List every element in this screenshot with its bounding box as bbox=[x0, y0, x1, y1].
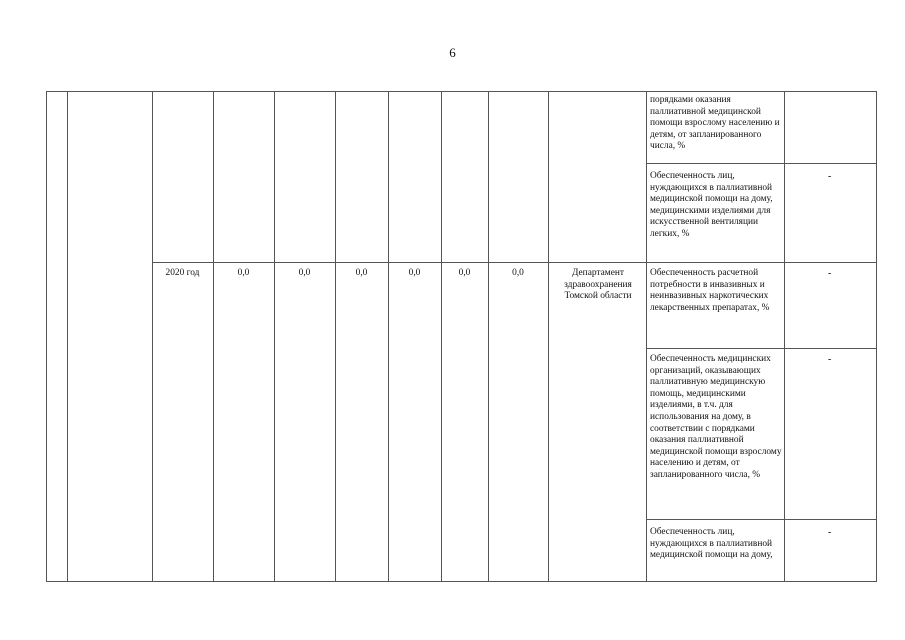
column-divider bbox=[646, 91, 647, 582]
indicator-cell: порядками оказания паллиативной медицинской помощи взрослому населению и детям, от запланированного числа, % bbox=[650, 95, 780, 152]
column-divider bbox=[388, 91, 389, 582]
value-cell: 0,0 bbox=[458, 268, 471, 278]
row-divider-year bbox=[152, 262, 876, 263]
indicator-value: - bbox=[828, 171, 832, 182]
indicator-value: - bbox=[828, 268, 832, 279]
year-cell: 2020 год bbox=[165, 268, 200, 278]
column-divider bbox=[67, 91, 68, 582]
value-cell: 0,0 bbox=[237, 268, 250, 278]
column-divider bbox=[152, 91, 153, 582]
indicator-value: - bbox=[828, 527, 832, 538]
value-cell: 0,0 bbox=[408, 268, 421, 278]
column-divider bbox=[335, 91, 336, 582]
table-border-left bbox=[46, 91, 47, 582]
column-divider bbox=[213, 91, 214, 582]
indicator-divider bbox=[646, 163, 876, 164]
indicator-cell: Обеспеченность лиц, нуждающихся в паллиативной медицинской помощи на дому, bbox=[650, 527, 773, 561]
indicator-value: - bbox=[828, 354, 832, 365]
column-divider bbox=[784, 91, 785, 582]
column-divider bbox=[488, 91, 489, 582]
table-border-bottom bbox=[46, 581, 876, 582]
column-divider bbox=[441, 91, 442, 582]
indicator-cell: Обеспеченность расчетной потребности в инвазивных и неинвазивных наркотических лекарственных препаратах, % bbox=[650, 268, 770, 313]
indicator-cell: Обеспеченность лиц, нуждающихся в паллиативной медицинской помощи на дому, медицинскими изделиями для искусственной вентиляции легких, % bbox=[650, 171, 773, 239]
value-cell: 0,0 bbox=[298, 268, 311, 278]
value-cell: 0,0 bbox=[355, 268, 368, 278]
column-divider bbox=[274, 91, 275, 582]
indicator-cell: Обеспеченность медицинских организаций, оказывающих паллиативную медицинскую помощь, медицинскими изделиями, в т.ч. для использования на дому, в соответствии с порядками оказания паллиативной медицинской помощи взрослому населению и детям, от запланированного числа, % bbox=[650, 354, 782, 480]
executor-cell: Департамент здравоохранения Томской области bbox=[564, 268, 632, 302]
table-border-right bbox=[876, 91, 877, 582]
indicator-divider bbox=[646, 519, 876, 520]
page-number: 6 bbox=[449, 45, 456, 60]
table-border-top bbox=[46, 91, 876, 92]
value-cell: 0,0 bbox=[512, 268, 524, 278]
column-divider bbox=[548, 91, 549, 582]
indicator-divider bbox=[646, 348, 876, 349]
